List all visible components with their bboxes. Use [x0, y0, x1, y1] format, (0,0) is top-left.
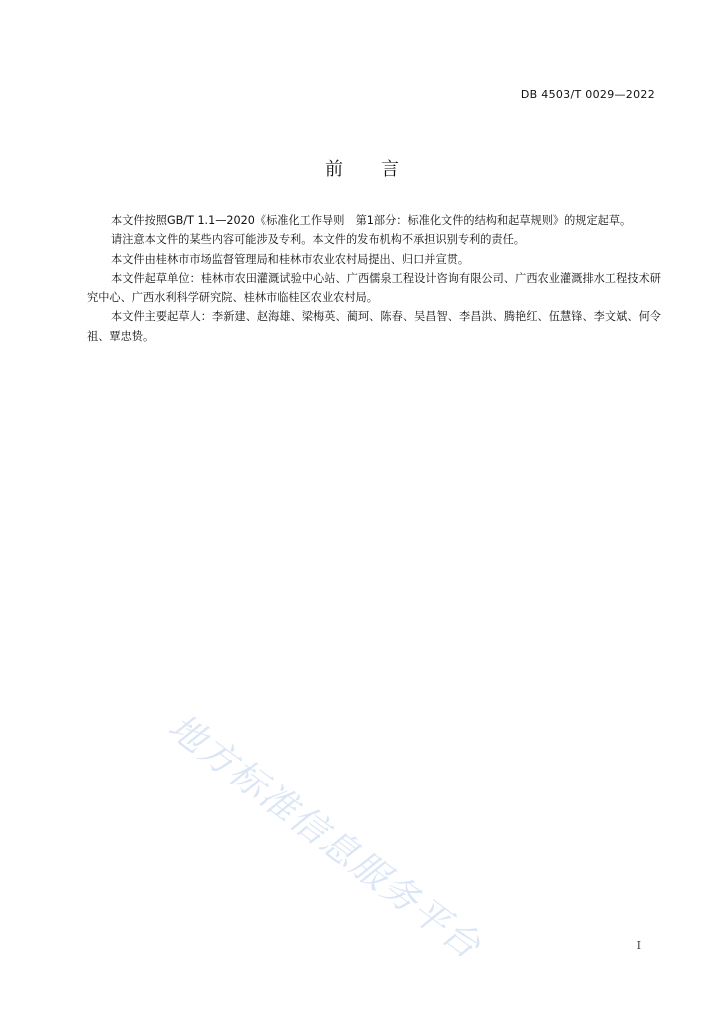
page-title: 前言	[325, 159, 437, 180]
document-id: DB 4503/T 0029—2022	[520, 88, 655, 101]
paragraph-drafters: 本文件主要起草人：李新建、赵海雄、梁梅英、蔺珂、陈春、吴昌智、李昌洪、腾艳红、伍慧锋、李文斌、何令祖、覃忠贽。	[87, 310, 661, 343]
preface-body	[87, 211, 661, 346]
page-number: I	[636, 939, 641, 952]
paragraph-proposer: 本文件由桂林市市场监督管理局和桂林市农业农村局提出、归口并宣贯。	[111, 252, 470, 266]
paragraph-drafting-rules: 本文件按照GB/T 1.1—2020《标准化工作导则 第1部分：标准化文件的结构和起草规则》的规定起草。	[111, 214, 632, 227]
watermark: 地方标准信息服务平台	[160, 706, 489, 968]
paragraph-drafting-units: 本文件起草单位：桂林市农田灌溉试验中心站、广西儒泉工程设计咨询有限公司、广西农业灌溉排水工程技术研究中心、广西水利科学研究院、桂林市临桂区农业农村局。	[87, 271, 661, 305]
paragraph-patent-notice: 请注意本文件的某些内容可能涉及专利。本文件的发布机构不承担识别专利的责任。	[111, 233, 525, 247]
